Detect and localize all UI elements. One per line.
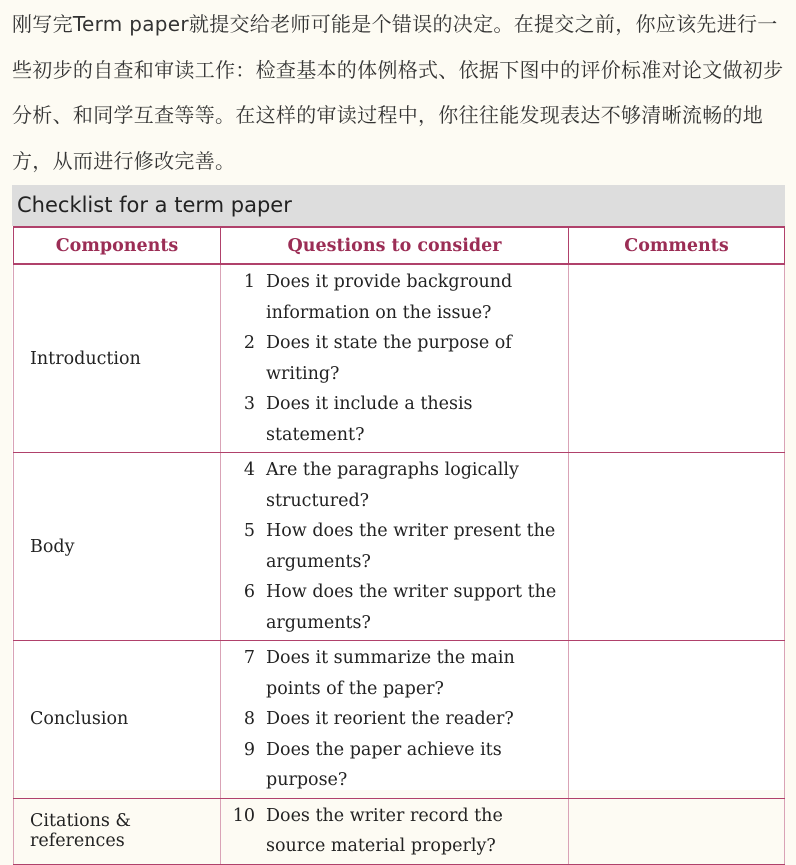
questions-cell [221,798,569,864]
intro-paragraph: 刚写完Term paper就提交给老师可能是个错误的决定。在提交之前，你应该先进行一些初步的自查和审读工作：检查基本的体例格式、依据下图中的评价标准对论文做初步分析、和同学互查等等。在这样的审读过程中，你往往能发现表达不够清晰流畅的地方，从而进行修改完善。 [12,12,784,173]
question-number: 6 [243,582,255,602]
question-number: 7 [243,648,255,668]
component-cell: Introduction [14,264,221,453]
component-cell: Citations & references [14,798,221,864]
question-text: Does it reorient the reader? [266,709,514,729]
question-number: 2 [243,333,255,353]
question-text: Does it summarize the main points of the paper? [266,648,515,699]
question-item [221,516,568,577]
header-questions: Questions to consider [221,227,569,264]
checklist-panel [12,185,785,856]
questions-cell [221,453,569,641]
question-number: 8 [243,709,255,729]
question-item [221,735,568,796]
question-item [221,643,568,704]
header-components: Components [14,227,221,264]
question-number: 5 [243,521,255,541]
comments-cell [569,641,785,799]
questions-cell [221,641,569,799]
checklist-title: Checklist for a term paper [12,185,785,226]
question-number: 9 [243,739,255,760]
question-item [221,801,568,862]
question-text: Does it include a thesis statement? [266,394,473,445]
question-number: 4 [243,460,255,480]
checklist-table [13,226,785,865]
question-number: 1 [243,272,255,292]
question-item [221,267,568,328]
table-row [14,798,785,864]
question-number: 10 [232,805,255,826]
table-header-row [14,227,785,264]
header-comments: Comments [569,227,785,264]
question-text: Does it state the purpose of writing? [266,333,512,384]
question-item [221,389,568,450]
question-item [221,328,568,389]
question-text: Does the writer record the source material properly? [266,805,503,856]
table-row [14,453,785,641]
question-text: Does the paper achieve its purpose? [266,739,502,790]
question-text: Are the paragraphs logically structured? [266,460,519,511]
questions-cell [221,264,569,453]
table-row [14,264,785,453]
comments-cell [569,453,785,641]
question-item [221,455,568,516]
component-cell: Conclusion [14,641,221,799]
question-item [221,704,568,735]
question-text: Does it provide background information on the issue? [266,272,513,323]
comments-cell [569,798,785,864]
comments-cell [569,264,785,453]
component-cell: Body [14,453,221,641]
table-row [14,641,785,799]
question-text: How does the writer support the arguments? [266,582,557,633]
question-number: 3 [243,394,255,414]
question-item [221,577,568,638]
question-text: How does the writer present the arguments? [266,521,556,572]
